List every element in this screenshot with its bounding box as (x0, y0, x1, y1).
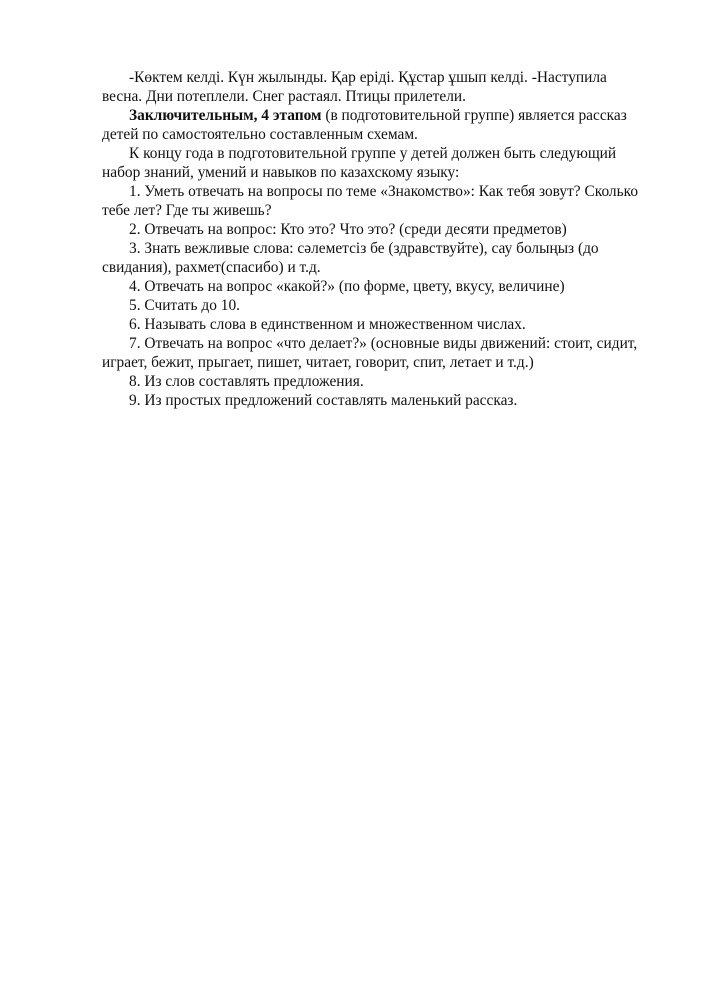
skill-item-2: 2. Отвечать на вопрос: Кто это? Что это? (среди десяти предметов) (129, 221, 567, 238)
paragraph-spring-phrases (102, 68, 642, 106)
final-stage-heading: Заключительным, 4 этапом (129, 107, 322, 124)
paragraph-final-stage (102, 106, 642, 144)
skill-item-6: 6. Называть слова в единственном и множественном числах. (129, 316, 526, 333)
skill-item-9: 9. Из простых предложений составлять маленький рассказ. (129, 392, 518, 409)
paragraph-year-end-skills: К концу года в подготовительной группе у детей должен быть следующий набор знаний, умений и навыков по казахскому языку: (102, 145, 617, 181)
document-page (102, 68, 642, 410)
skill-item-5: 5. Считать до 10. (129, 297, 240, 314)
final-stage-text: (в подготовительной группе) является рассказ детей по самостоятельно составленным схемам. (102, 107, 627, 143)
russian-phrases: -Наступила весна. Дни потеплели. Снег растаял. Птицы прилетели. (102, 69, 607, 105)
skill-item-4: 4. Отвечать на вопрос «какой?» (по форме, цвету, вкусу, величине) (129, 278, 565, 295)
skill-item-3: 3. Знать вежливые слова: сәлеметсіз бе (здравствуйте), сау болыңыз (до свидания), рахмет(спасибо) и т.д. (102, 240, 599, 276)
kazakh-phrases: -Көктем келді. Күн жылынды. Қар еріді. Құстар ұшып келді. (129, 69, 528, 86)
skill-item-7: 7. Отвечать на вопрос «что делает?» (основные виды движений: стоит, сидит, играет, бежит, прыгает, пишет, читает, говорит, спит, летает и т.д.) (102, 335, 638, 371)
skill-item-1: 1. Уметь отвечать на вопросы по теме «Знакомство»: Как тебя зовут? Сколько тебе лет? Где ты живешь? (102, 183, 639, 219)
skill-item-8: 8. Из слов составлять предложения. (129, 373, 364, 390)
